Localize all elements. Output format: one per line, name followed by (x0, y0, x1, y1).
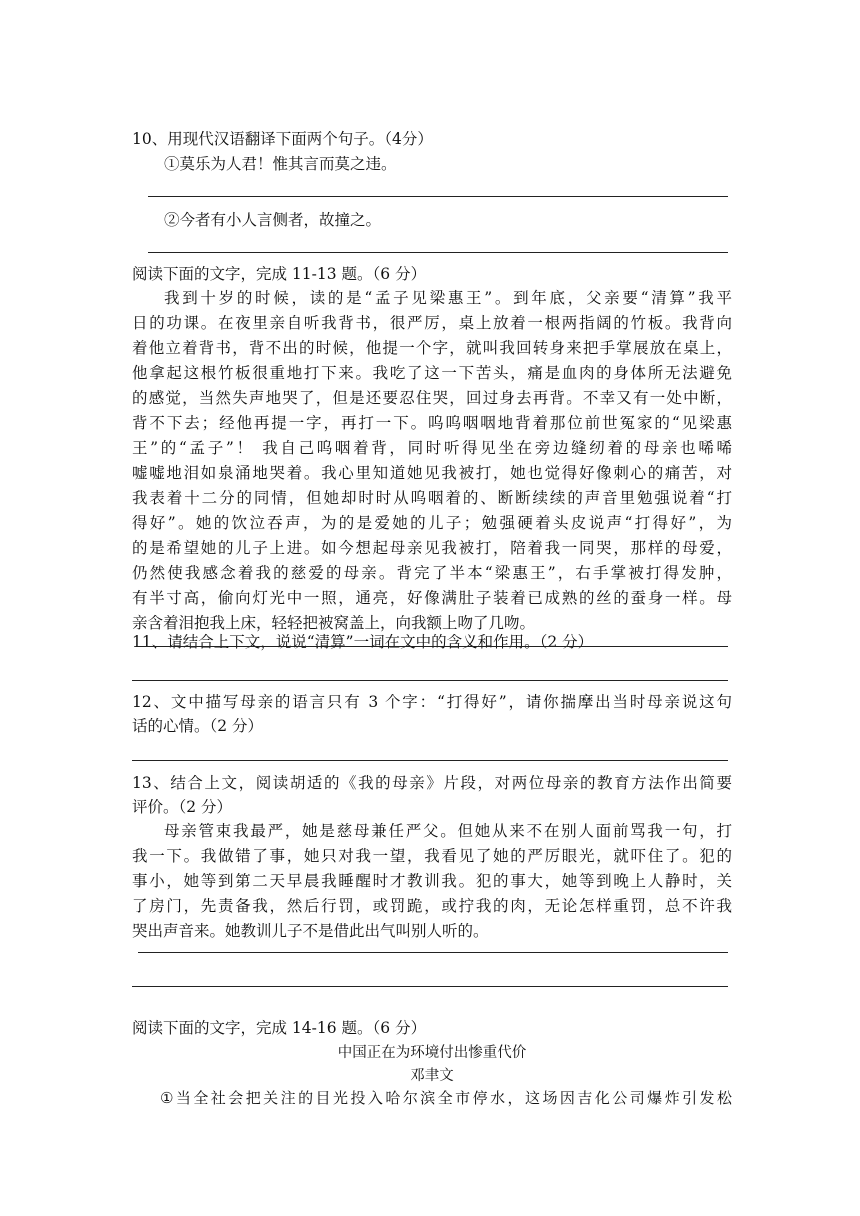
reading1-line: 他拿起这根竹板很重地打下来。我吃了这一下苦头，痛是血肉的身体所无法避免 (132, 364, 732, 382)
excerpt-line: 我一下。我做错了事，她只对我一望，我看见了她的严厉眼光，就吓住了。犯的 (132, 847, 732, 865)
q10-sentence-2: ②今者有小人言侧者，故撞之。 (164, 211, 382, 229)
q10-title: 10、用现代汉语翻译下面两个句子。（4分） (132, 130, 433, 148)
reading2-intro: 阅读下面的文字，完成 14-16 题。（6 分） (132, 1019, 427, 1037)
answer-line (132, 760, 728, 761)
excerpt-line: 母亲管束我最严，她是慈母兼任严父。但她从来不在别人面前骂我一句，打 (164, 822, 732, 840)
q13-title-line-1: 13、结合上文，阅读胡适的《我的母亲》片段，对两位母亲的教育方法作出简要 (132, 774, 732, 792)
answer-line (132, 986, 728, 987)
answer-line (138, 952, 728, 953)
excerpt-line: 了房门，先责备我，然后行罚，或罚跪，或拧我的肉，无论怎样重罚，总不许我 (132, 897, 732, 915)
reading1-line: 王”的“孟子”！ 我自己呜咽着背，同时听得见坐在旁边缝纫着的母亲也唏唏 (132, 439, 732, 457)
answer-line (148, 252, 728, 253)
q11-title: 11、请结合上下文，说说“清算”一词在文中的含义和作用。（2 分） (132, 633, 594, 651)
reading1-line: 嘘嘘地泪如泉涌地哭着。我心里知道她见我被打，她也觉得好像刺心的痛苦，对 (132, 464, 732, 482)
article-first-line: ①当全社会把关注的目光投入哈尔滨全市停水，这场因吉化公司爆炸引发松 (160, 1089, 732, 1107)
answer-line (148, 196, 728, 197)
article-author: 邓聿文 (410, 1068, 454, 1084)
reading1-line: 我到十岁的时候，读的是“孟子见梁惠王”。到年底，父亲要“清算”我平 (164, 289, 732, 307)
reading1-line: 的感觉，当然失声地哭了，但是还要忍住哭，回过身去再背。不幸又有一处中断， (132, 389, 732, 407)
answer-line (132, 680, 728, 681)
excerpt-line-last: 哭出声音来。她教训儿子不是借此出气叫别人听的。 (132, 922, 489, 940)
answer-line (138, 646, 728, 647)
reading1-line: 有半寸高，偷向灯光中一照，通亮，好像满肚子装着已成熟的丝的蚕身一样。母 (132, 589, 732, 607)
reading1-line: 着他立着背书，背不出的时候，他提一个字，就叫我回转身来把手掌展放在桌上， (132, 339, 732, 357)
excerpt-line: 事小，她等到第二天早晨我睡醒时才教训我。犯的事大，她等到晚上人静时，关 (132, 872, 732, 890)
q12-title-line-2: 话的心情。（2 分） (132, 717, 264, 735)
reading1-line: 得好”。她的饮泣吞声，为的是爱她的儿子；勉强硬着头皮说声“打得好”，为 (132, 514, 732, 532)
reading1-intro: 阅读下面的文字，完成 11-13 题。（6 分） (132, 265, 427, 283)
reading1-line: 我表着十二分的同情，但她却时时从呜咽着的、断断续续的声音里勉强说着“打 (132, 489, 732, 507)
article-title: 中国正在为环境付出惨重代价 (337, 1045, 527, 1061)
reading1-line-last: 亲含着泪抱我上床，轻轻把被窝盖上，向我额上吻了几吻。 (132, 614, 536, 632)
q13-title-line-2: 评价。（2 分） (132, 798, 233, 816)
reading1-line: 仍然使我感念着我的慈爱的母亲。背完了半本“梁惠王”，右手掌被打得发肿， (132, 564, 732, 582)
q10-sentence-1: ①莫乐为人君！惟其言而莫之违。 (164, 155, 397, 173)
reading1-line: 日的功课。在夜里亲自听我背书，很严厉，桌上放着一根两指阔的竹板。我背向 (132, 314, 732, 332)
reading1-line: 背不下去；经他再提一字，再打一下。呜呜咽咽地背着那位前世冤家的“见梁惠 (132, 414, 732, 432)
reading1-line: 的是希望她的儿子上进。如今想起母亲见我被打，陪着我一同哭，那样的母爱， (132, 539, 732, 557)
q12-title-line-1: 12、文中描写母亲的语言只有 3 个字：“打得好”，请你揣摩出当时母亲说这句 (132, 693, 732, 711)
